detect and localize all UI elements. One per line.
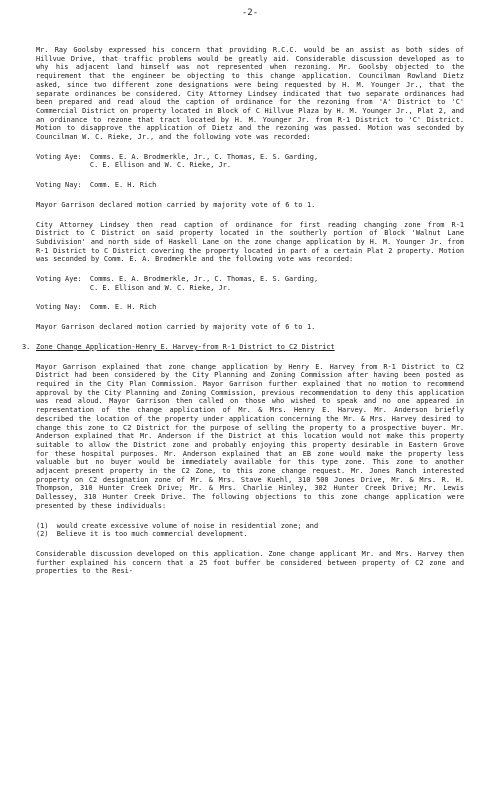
vote-nays-line: Voting Nay: Comm. E. H. Rich — [36, 303, 157, 312]
paragraph-goolsby-concern: Mr. Ray Goolsby expressed his concern that providing R.C.C. would be an assist as both sides of Hillvue Drive, that traffic problems would be greatly aid. Considerable discussion developed as to why his adjacent land himself was not represented when rezoning. Mr. Goolsby objected to the requirement that the engineer be objecting to this change application. Councilman Rowland Dietz asked, since two different zone designations were being requested by H. M. Younger Jr., that the separate ordinances be considered. City Attorney Lindsey indicated that two separate ordinances had been prepared and read aloud the caption of ordinance for the rezoning from 'A' District to 'C' Commercial District on property located in Block of C Hillvue Plaza by H. M. Younger Jr., Plat 2, and an ordinance to rezone that tract located by H. M. Younger Jr. from R-1 District to 'C' District. Motion to disapprove the application of Dietz and the rezoning was passed. Motion was seconded by Councilman W. C. Rieke, Jr., and the following vote was recorded: — [36, 46, 464, 142]
vote-ayes-line-continued: C. E. Ellison and W. C. Rieke, Jr. — [36, 161, 231, 170]
objection-item: (2) Believe it is too much commercial development. — [36, 530, 248, 539]
section-number: 3. — [22, 342, 31, 351]
vote-ayes-line: Voting Aye: Comms. E. A. Brodmerkle, Jr., C. Thomas, E. S. Garding, — [36, 152, 319, 161]
vote-record-first — [36, 153, 464, 170]
vote-ayes-line-continued: C. E. Ellison and W. C. Rieke, Jr. — [36, 283, 231, 292]
vote-result-first: Mayor Garrison declared motion carried by majority vote of 6 to 1. — [36, 200, 316, 209]
vote-nays-second — [36, 303, 464, 312]
vote-ayes-line: Voting Aye: Comms. E. A. Brodmerkle, Jr., C. Thomas, E. S. Garding, — [36, 275, 319, 284]
vote-nays-first — [36, 181, 464, 190]
vote-nays-line: Voting Nay: Comm. E. H. Rich — [36, 181, 157, 190]
section-heading — [22, 342, 464, 352]
paragraph-further-discussion: Considerable discussion developed on this application. Zone change applicant Mr. and Mrs. Harvey then further explained his concern that a 25 foot buffer be considered between property of C2 zone and properties to the Resi- — [36, 549, 464, 576]
paragraph-ordinance-reading: City Attorney Lindsey then read caption of ordinance for first reading changing zone from R-1 District to C District on said property located in the southerly portion of Block 'Walnut Lane Subdivision' and north side of Haskell Lane on the zone change application by H. M. Younger Jr. from R-1 District to C District covering the property located in part of a certain Plat 2 property. Motion was seconded by Comm. E. A. Brodmerkle and the following vote was recorded: — [36, 220, 464, 264]
section-title: Zone Change Application-Henry E. Harvey-from R-1 District to C2 District — [36, 342, 335, 351]
vote-record-second — [36, 275, 464, 292]
objection-item: (1) would create excessive volume of noise in residential zone; and — [36, 521, 319, 530]
objections-list — [36, 522, 464, 539]
page-number: -2- — [241, 8, 259, 18]
paragraph-zone-change-discussion: Mayor Garrison explained that zone change application by Henry E. Harvey from R-1 District to C2 District had been considered by the City Planning and Zoning Commission after having been posted as required in the City Plan Commission. Mayor Garrison further explained that no motion to recommend approval by the City Planning and Zoning Commission, previous recommendation to deny this application was read aloud. Mayor Garrison then called on those who wished to speak and no one appeared in representation of the change application of Mr. & Mrs. Henry E. Harvey. Mr. Anderson briefly described the location of the property under application concerning the Mr. & Mrs. Harvey desired to change this zone to C2 District for the purpose of selling the property to a prospective buyer. Mr. Anderson explained that Mr. Anderson if the District at this location would not make this property suitable to allow the District zone and probably enjoying this property desirable in Eastern Grove for these hospital purposes. Mr. Anderson explained that an EB zone would make the property less valuable but no buyer would be immediately available for this type zone. This zone to another adjacent present property in the C2 Zone, to this zone change request. Mr. Jones Ranch interested property on C2 designation zone of Mr. & Mrs. Stave Kuehl, 310 500 Jones Drive, Mr. & Mrs. R. H. Thompson, 310 Hunter Creek Drive; Mr. & Mrs. Charlie Hinley, 302 Hunter Creek Drive; Mr. Lewis Dallessey, 310 Hunter Creek Drive. The following objections to this zone change application were presented by these individuals: — [36, 362, 464, 510]
vote-result-second: Mayor Garrison declared motion carried by majority vote of 6 to 1. — [36, 323, 316, 332]
